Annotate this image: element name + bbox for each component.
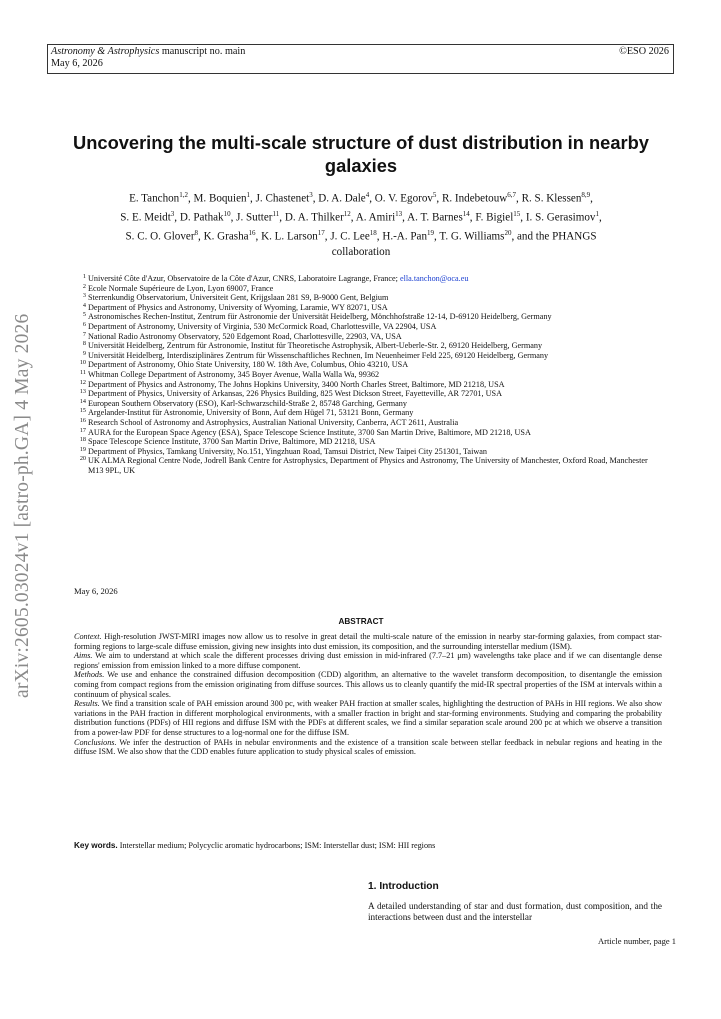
affiliation-text: UK ALMA Regional Centre Node, Jodrell Bank Centre for Astrophysics, Department of Physics and Astronomy, The University of Manchester, Oxford Road, Manchester M13 9PL, UK (88, 456, 648, 475)
author-line (60, 245, 662, 260)
affiliation-number: 7 (82, 330, 86, 338)
keywords-text: Interstellar medium; Polycyclic aromatic hydrocarbons; ISM: Interstellar dust; ISM: HII regions (119, 841, 436, 850)
affiliation-marker: 18 (369, 228, 377, 237)
abstract-body (74, 632, 662, 757)
abstract-label: Aims. (74, 651, 93, 661)
affiliation-text: AURA for the European Space Agency (ESA), Space Telescope Science Institute, 3700 San Martin Drive, Baltimore, MD 21218, USA (88, 427, 531, 437)
affiliation-text: Universität Heidelberg, Interdisziplinäres Zentrum für Wissenschaftliches Rechnen, Im Neuenheimer Feld 225, 69120 Heidelberg, Germany (88, 350, 549, 360)
author-list (60, 188, 662, 260)
abstract-label: Conclusions. (74, 737, 117, 747)
author-name: , R. S. Klessen (516, 192, 582, 205)
intro-text: A detailed understanding of star and dust formation, dust composition, and the interactions between dust and the interstellar (368, 901, 662, 922)
affiliation-number: 8 (82, 340, 86, 348)
affiliation-item (74, 293, 662, 303)
affiliation-marker: 11 (272, 209, 280, 218)
affiliation-text: Department of Astronomy, Ohio State University, 180 W. 18th Ave, Columbus, Ohio 43210, USA (88, 360, 409, 370)
journal-name: Astronomy & Astrophysics (51, 46, 160, 57)
affiliation-text: Argelander-Institut für Astronomie, University of Bonn, Auf dem Hügel 71, 53121 Bonn, Germany (88, 408, 414, 418)
affiliation-marker: 19 (427, 228, 435, 237)
affiliation-text: Department of Physics and Astronomy, University of Wyoming, Laramie, WY 82071, USA (88, 302, 388, 312)
author-name: , F. Bigiel (469, 211, 514, 224)
abstract-text: We use and enhance the constrained diffusion decomposition (CDD) algorithm, an alternative to the wavelet transform decomposition, to disentangle the emission coming from compact regions from the emission originating from diffuse sources. This allows us to cleanly quantify the mid-IR spectral properties of the ISM at intervals within a continuum of physical scales. (74, 670, 662, 699)
affiliation-number: 2 (82, 282, 86, 290)
author-name: , O. V. Egorov (369, 192, 433, 205)
affiliation-item (74, 284, 662, 294)
affiliation-item (74, 437, 662, 447)
affiliation-list (74, 274, 662, 475)
affiliation-marker: 6,7 (507, 191, 517, 199)
arxiv-stamp[interactable]: arXiv:2605.03024v1 [astro-ph.GA] 4 May 2026 (12, 313, 33, 698)
author-name: , K. L. Larson (255, 230, 318, 243)
affiliation-item (74, 303, 662, 313)
affiliation-number: 13 (79, 388, 86, 396)
affiliation-text: Université Côte d'Azur, Observatoire de la Côte d'Azur, CNRS, Laboratoire Lagrange, France; (88, 274, 400, 283)
affiliation-item (74, 456, 662, 475)
affiliation-marker: 5 (432, 191, 437, 199)
affiliation-text: Department of Physics, University of Arkansas, 226 Physics Building, 825 West Dickson Street, Fayetteville, AR 72701, USA (88, 389, 502, 399)
affiliation-text: Whitman College Department of Astronomy, 345 Boyer Avenue, Walla Walla Wa, 99362 (88, 369, 380, 379)
affiliation-item (74, 447, 662, 457)
affiliation-marker: 13 (395, 209, 403, 218)
author-name: , A. T. Barnes (402, 211, 463, 224)
affiliation-text: Department of Physics and Astronomy, The Johns Hopkins University, 3400 North Charles Street, Baltimore, MD 21218, USA (88, 379, 505, 389)
abstract-label: Methods. (74, 670, 105, 680)
affiliation-marker: 3 (170, 209, 175, 218)
affiliation-item (74, 399, 662, 409)
author-name: collaboration (331, 245, 391, 258)
email-link[interactable]: ella.tanchon@oca.eu (399, 274, 469, 283)
author-name: , (590, 192, 593, 205)
affiliation-text: Ecole Normale Supérieure de Lyon, Lyon 69007, France (88, 283, 274, 293)
affiliation-number: 14 (79, 397, 86, 405)
affiliation-number: 20 (79, 455, 86, 463)
abstract-paragraph (74, 651, 662, 670)
affiliation-item (74, 351, 662, 361)
affiliation-marker: 16 (248, 228, 256, 237)
affiliation-number: 11 (80, 368, 86, 376)
author-name: , D. A. Dale (312, 192, 366, 205)
affiliation-text: Research School of Astronomy and Astrophysics, Australian National University, Canberra, ACT 2611, Australia (88, 417, 459, 427)
affiliation-text: National Radio Astronomy Observatory, 520 Edgemont Road, Charlottesville, 22903, VA, USA (88, 331, 402, 341)
header-date: May 6, 2026 (51, 58, 103, 69)
affiliation-item (74, 360, 662, 370)
affiliation-number: 5 (82, 311, 86, 319)
affiliation-text: Department of Physics, Tamkang University, No.151, Yingzhuan Road, Tamsui District, New Taipei City 251301, Taiwan (88, 446, 487, 456)
author-name: , (598, 211, 602, 224)
author-name: , J. C. Lee (324, 230, 370, 243)
affiliation-number: 15 (79, 407, 86, 415)
affiliation-number: 10 (79, 359, 86, 367)
abstract-text: We find a transition scale of PAH emission around 300 pc, with weaker PAH fraction at smaller scales, highlighting the destruction of PAHs in HII regions. We also show variations in the PAH fraction in different morphological environments, with a smaller fraction in bright and star-forming environments. Studying and comparing the probability distribution functions (PDFs) of HII regions and diffuse ISM with the PDFs at different scales, we find a similar separation scale around 200 pc at which we observe a transition from a power-law PDF for dense structures to a log-normal one for the diffuse ISM. (74, 699, 662, 737)
author-name: , J. Sutter (230, 211, 273, 224)
author-name: , I. S. Gerasimov (520, 211, 596, 224)
paper-title: Uncovering the multi-scale structure of dust distribution in nearby galaxies (73, 132, 649, 176)
author-name: , A. Amiri (350, 211, 396, 224)
affiliation-marker: 20 (504, 228, 512, 237)
affiliation-number: 6 (82, 320, 86, 328)
affiliation-marker: 8,9 (581, 191, 591, 199)
affiliation-item (74, 332, 662, 342)
abstract-paragraph (74, 738, 662, 757)
affiliation-marker: 1 (246, 191, 251, 199)
author-name: , H.-A. Pan (376, 230, 428, 243)
affiliation-item (74, 428, 662, 438)
affiliation-marker: 14 (462, 209, 470, 218)
affiliation-marker: 10 (223, 209, 231, 218)
author-name: , T. G. Williams (434, 230, 505, 243)
author-line (60, 188, 662, 207)
affiliation-item (74, 389, 662, 399)
affiliation-item (74, 322, 662, 332)
author-line (60, 226, 662, 245)
author-line (60, 207, 662, 226)
affiliation-item (74, 380, 662, 390)
affiliation-marker: 8 (194, 228, 199, 237)
affiliation-marker: 3 (309, 191, 313, 199)
affiliation-text: Universität Heidelberg, Zentrum für Astronomie, Institut für Theoretische Astrophysik, Albert-Ueberle-Str. 2, 69120 Heidelberg, Germany (88, 341, 543, 351)
affiliation-number: 3 (82, 292, 86, 300)
affiliation-number: 16 (79, 416, 86, 424)
author-name: , J. Chastenet (250, 192, 310, 205)
author-name: , M. Boquien (187, 192, 247, 205)
submission-date: May 6, 2026 (74, 586, 118, 596)
affiliation-item (74, 370, 662, 380)
author-name: S. C. O. Glover (125, 230, 195, 243)
affiliation-number: 12 (79, 378, 86, 386)
keywords (74, 841, 662, 850)
affiliation-item (74, 408, 662, 418)
affiliation-number: 17 (79, 426, 86, 434)
journal-line (51, 46, 670, 58)
section-heading: 1. Introduction (368, 881, 439, 892)
author-name: E. Tanchon (129, 192, 180, 205)
affiliation-number: 9 (82, 349, 86, 357)
author-name: S. E. Meidt (120, 211, 171, 224)
abstract-text: We infer the destruction of PAHs in nebular environments and the existence of a transition scale between stellar feedback in nebular regions and heating in the diffuse ISM. We also show that the CDD enables future application to study physical scales of emission. (74, 737, 662, 757)
affiliation-item (74, 274, 662, 284)
affiliation-text: Space Telescope Science Institute, 3700 San Martin Drive, Baltimore, MD 21218, USA (88, 437, 376, 447)
journal-header (47, 44, 674, 74)
affiliation-marker: 1,2 (179, 191, 188, 199)
affiliation-text: European Southern Observatory (ESO), Karl-Schwarzschild-Straße 2, 85748 Garching, Germany (88, 398, 407, 408)
author-name: , R. Indebetouw (436, 192, 508, 205)
keywords-heading: Key words. (74, 841, 118, 850)
affiliation-item (74, 312, 662, 322)
affiliation-marker: 15 (513, 209, 521, 218)
manuscript-label: manuscript no. main (159, 46, 246, 57)
author-name: , D. Pathak (174, 211, 224, 224)
affiliation-marker: 12 (343, 209, 351, 218)
affiliation-text: Astronomisches Rechen-Institut, Zentrum für Astronomie der Universität Heidelberg, Mönchhofstraße 12-14, D-69120 Heidelberg, Germany (88, 312, 552, 322)
affiliation-text: Sterrenkundig Observatorium, Universiteit Gent, Krijgslaan 281 S9, B-9000 Gent, Belgium (88, 293, 389, 303)
affiliation-number: 4 (82, 301, 86, 309)
arxiv-stamp-wrap (10, 268, 40, 698)
affiliation-text: Department of Astronomy, University of Virginia, 530 McCormick Road, Charlottesville, VA 22904, USA (88, 321, 437, 331)
abstract-text: High-resolution JWST-MIRI images now allow us to resolve in great detail the multi-scale nature of the emission in nearby star-forming galaxies, from compact star-forming regions to large-scale diffuse emission, giving new insights into dust emission, its composition, and the surrounding interstellar medium (ISM). (74, 632, 662, 651)
affiliation-number: 19 (79, 445, 86, 453)
affiliation-marker: 1 (595, 209, 599, 218)
abstract-paragraph (74, 699, 662, 737)
author-name: , K. Grasha (198, 230, 249, 243)
author-name: , and the PHANGS (511, 230, 597, 243)
author-name: , D. A. Thilker (279, 211, 344, 224)
affiliation-marker: 4 (365, 191, 370, 199)
affiliation-number: 18 (79, 436, 86, 444)
page-footer: Article number, page 1 (597, 936, 676, 946)
abstract-text: We aim to understand at which scale the different processes driving dust emission in mid-infrared (7.7–21 μm) wavelengths take place and if we can disentangle dense regions' emission from emission linked to a more diffuse component. (74, 651, 662, 670)
affiliation-marker: 17 (317, 228, 325, 237)
abstract-heading: ABSTRACT (338, 617, 384, 626)
abstract-paragraph (74, 632, 662, 651)
affiliation-number: 1 (82, 273, 86, 280)
affiliation-item (74, 341, 662, 351)
abstract-paragraph (74, 670, 662, 699)
affiliation-item (74, 418, 662, 428)
abstract-label: Results. (74, 699, 100, 709)
copyright: ©ESO 2026 (619, 46, 669, 57)
abstract-label: Context. (74, 632, 102, 641)
